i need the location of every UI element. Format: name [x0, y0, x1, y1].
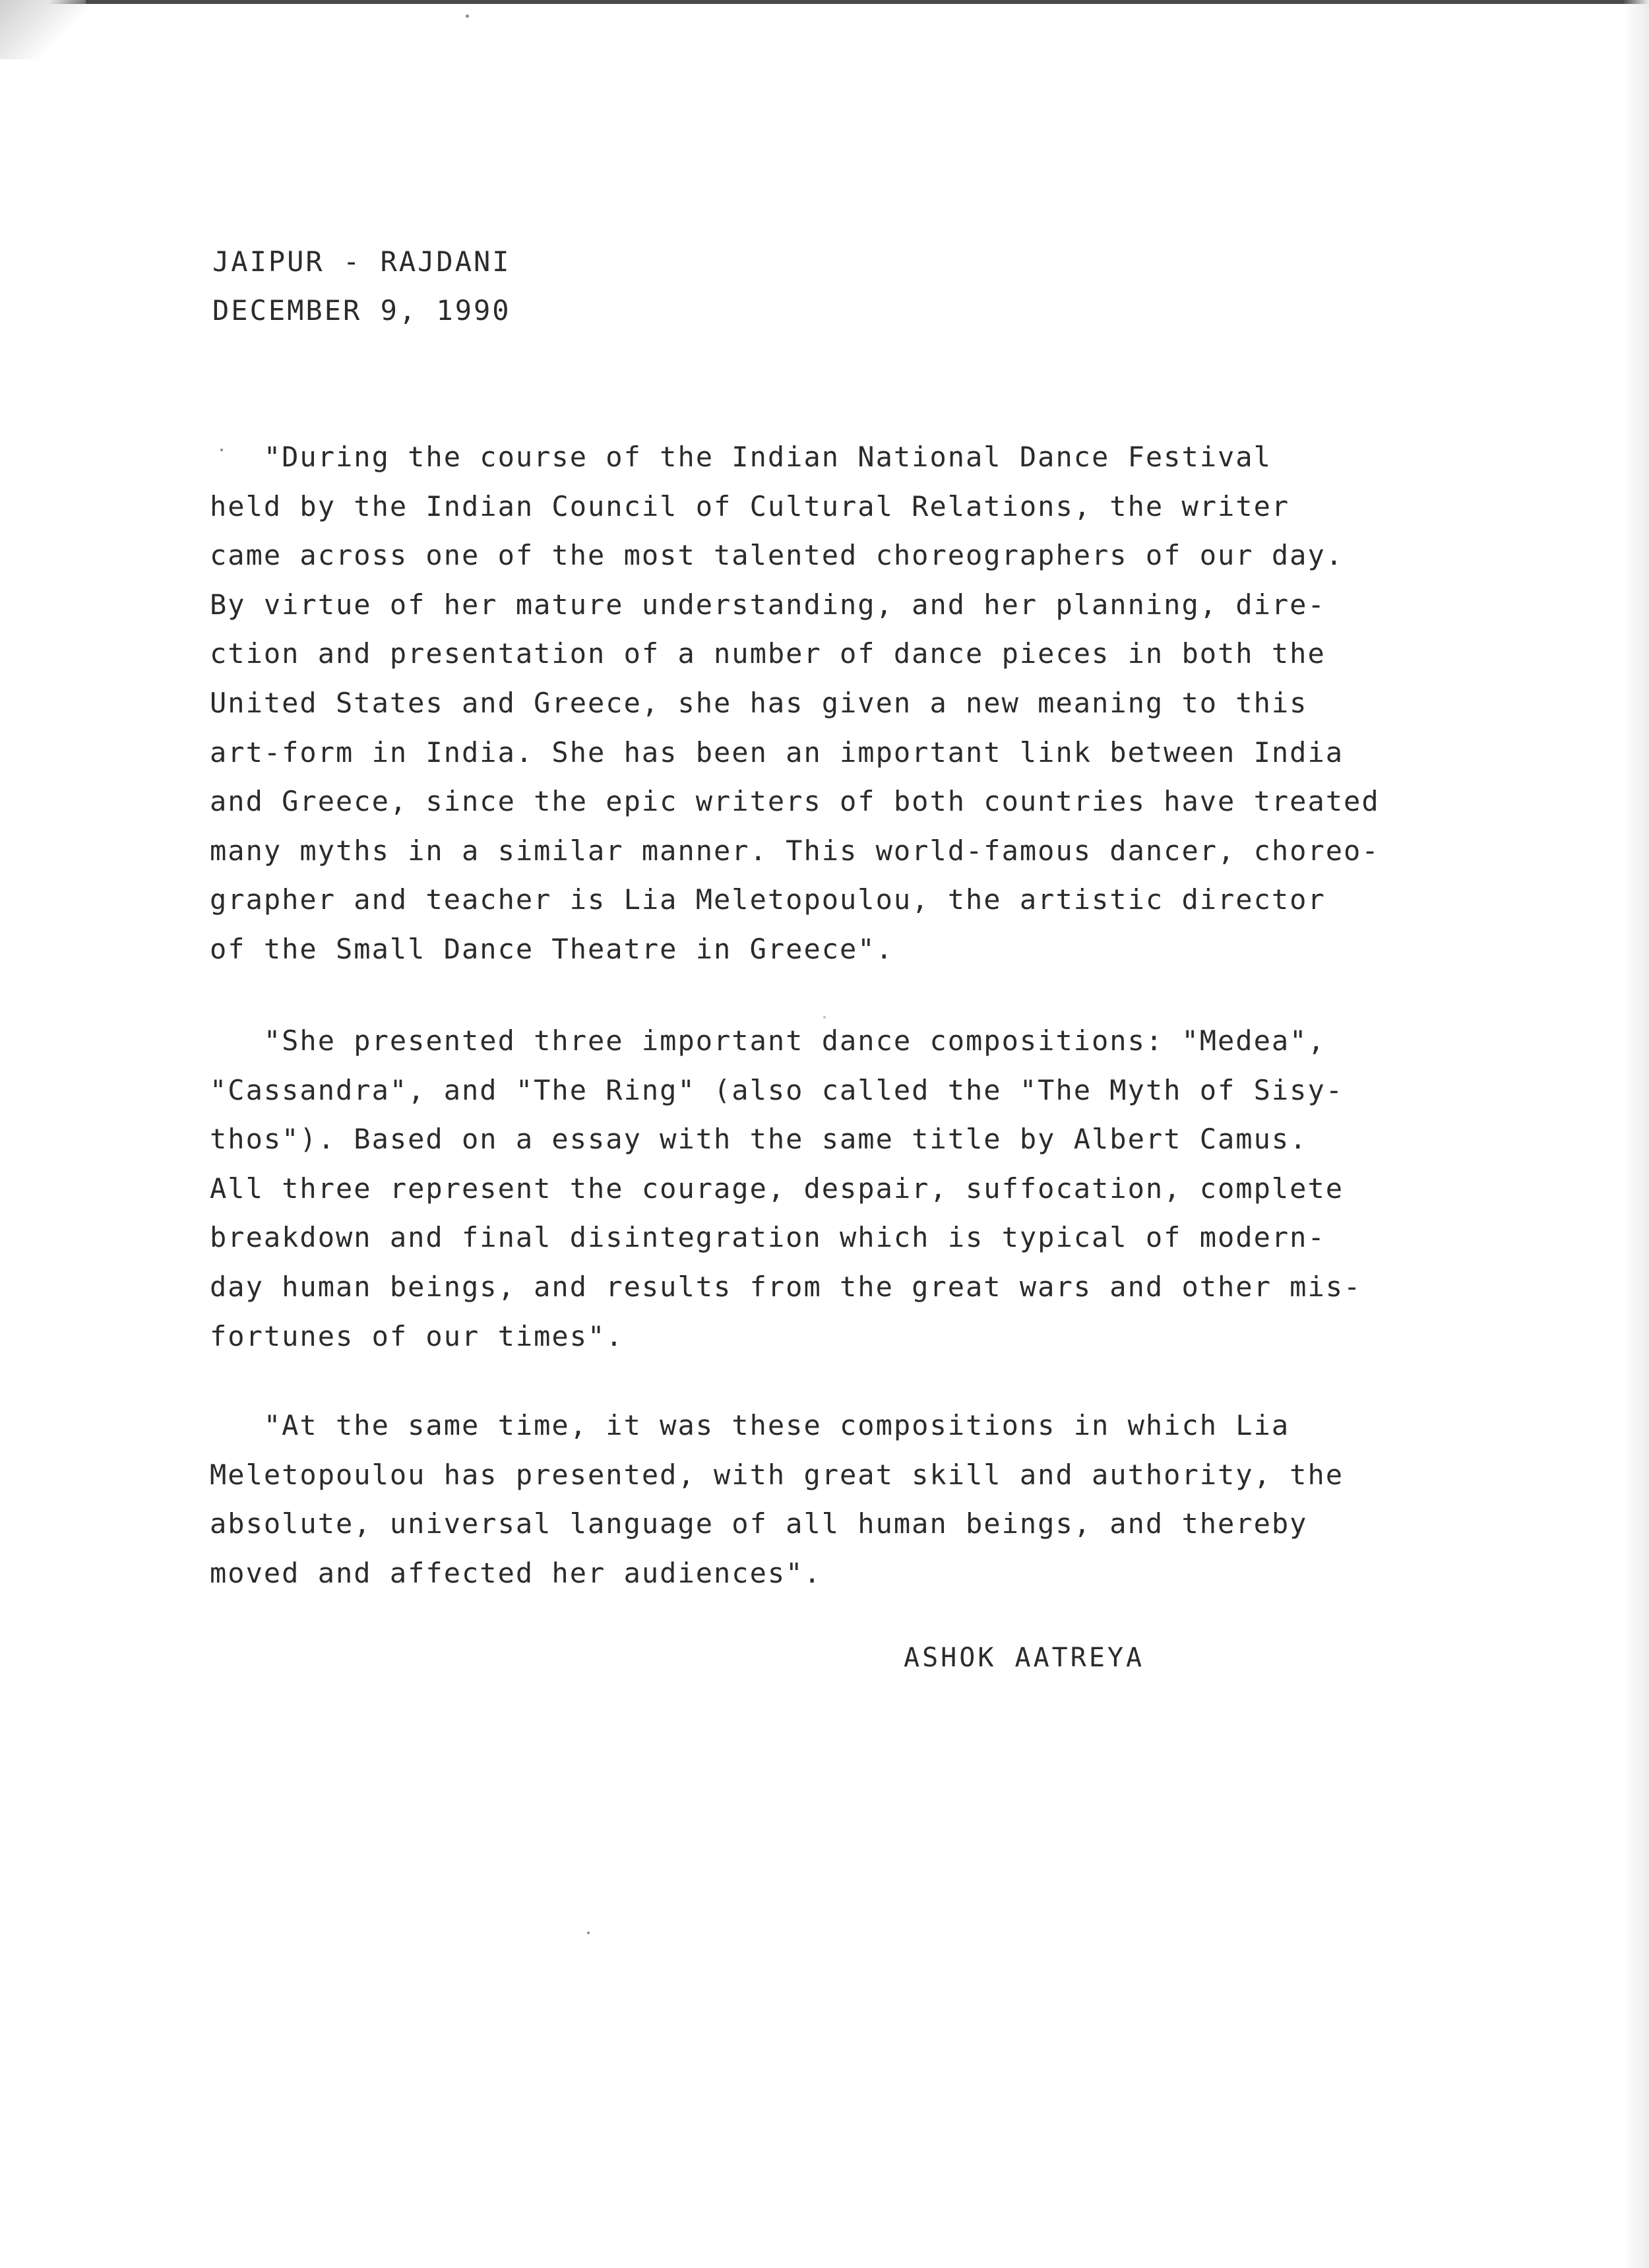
- text-line: "Cassandra", and "The Ring" (also called the "The Myth of Sisy-: [210, 1073, 1344, 1106]
- header-date: DECEMBER 9, 1990: [212, 294, 511, 327]
- text-line: "During the course of the Indian National Dance Festival: [210, 441, 1272, 473]
- text-line: By virtue of her mature understanding, and her planning, dire-: [210, 588, 1326, 621]
- text-line: art-form in India. She has been an important link between India: [210, 736, 1344, 769]
- text-line: ction and presentation of a number of dance pieces in both the: [210, 637, 1326, 670]
- document-header: [212, 237, 511, 335]
- text-line: "At the same time, it was these compositions in which Lia: [210, 1409, 1290, 1441]
- scan-speck: [466, 15, 469, 18]
- text-line: and Greece, since the epic writers of both countries have treated: [210, 785, 1380, 818]
- text-line: held by the Indian Council of Cultural Relations, the writer: [210, 489, 1290, 522]
- page-top-edge: [0, 0, 1649, 4]
- text-line: of the Small Dance Theatre in Greece".: [210, 932, 894, 965]
- text-line: All three represent the courage, despair, suffocation, complete: [210, 1172, 1344, 1205]
- header-place: JAIPUR - RAJDANI: [212, 245, 511, 278]
- paragraph-3: [210, 1401, 1344, 1598]
- text-line: fortunes of our times".: [210, 1319, 624, 1352]
- paragraph-1: [210, 433, 1380, 974]
- text-line: came across one of the most talented choreographers of our day.: [210, 539, 1344, 572]
- text-line: day human beings, and results from the great wars and other mis-: [210, 1270, 1362, 1303]
- author-signature: ASHOK AATREYA: [904, 1643, 1145, 1673]
- text-line: breakdown and final disintegration which is typical of modern-: [210, 1221, 1326, 1254]
- scan-corner-shadow: [0, 0, 86, 59]
- text-line: United States and Greece, she has given a new meaning to this: [210, 686, 1308, 719]
- text-line: absolute, universal language of all human beings, and thereby: [210, 1507, 1308, 1540]
- text-line: thos"). Based on a essay with the same title by Albert Camus.: [210, 1123, 1308, 1156]
- text-line: Meletopoulou has presented, with great skill and authority, the: [210, 1458, 1344, 1491]
- scan-speck: [587, 1932, 590, 1934]
- text-line: grapher and teacher is Lia Meletopoulou, the artistic director: [210, 883, 1326, 916]
- text-line: moved and affected her audiences".: [210, 1556, 822, 1589]
- text-line: "She presented three important dance compositions: "Medea",: [210, 1024, 1326, 1057]
- scan-edge-shadow: [1623, 0, 1649, 2268]
- text-line: many myths in a similar manner. This world-famous dancer, choreo-: [210, 834, 1380, 867]
- paragraph-2: [210, 1017, 1361, 1361]
